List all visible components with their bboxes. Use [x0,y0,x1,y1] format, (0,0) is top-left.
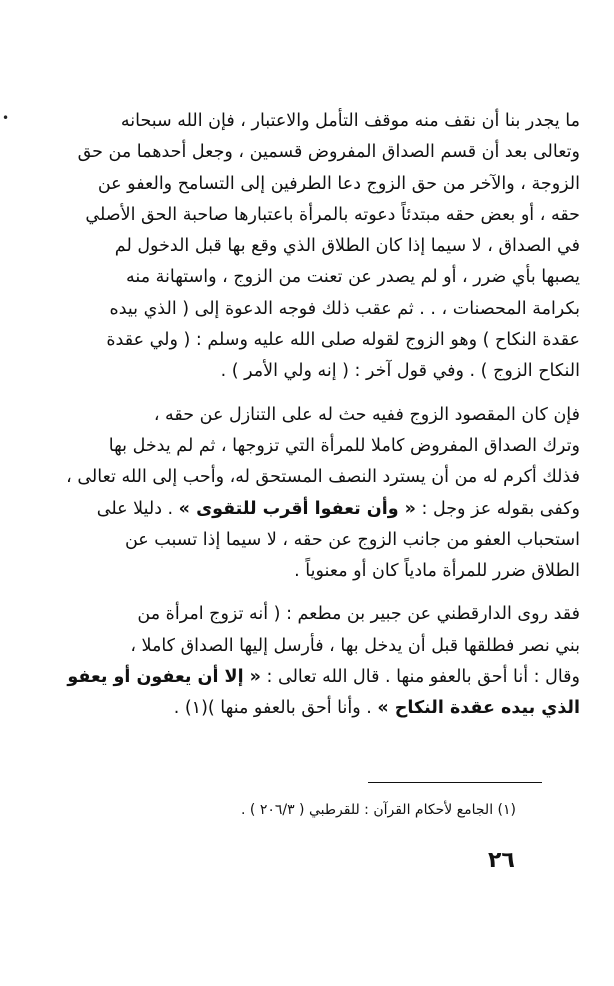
text-run: وقال : أنا أحق بالعفو منها . قال الله تعالى : [260,667,580,688]
text-run: . دليلا على [96,498,179,519]
text-line [38,693,580,724]
text-run: . وأنا أحق بالعفو منها )(١) . [173,698,378,719]
margin-mark: • [2,111,10,125]
text-line: استحباب العفو من جانب الزوج عن حقه ، لا سيما إذا تسبب عن [124,529,580,550]
page-number: ٢٦ [488,848,515,873]
text-line: النكاح الزوج ) . وفي قول آخر : ( إنه ولي الأمر ) . [220,361,580,382]
text-line: الزوجة ، والآخر من حق الزوج دعا الطرفين إلى التسامح والعفو عن [97,173,580,194]
footnote-divider [368,782,542,783]
text-run: وكفى بقوله عز وجل : [415,498,580,519]
text-line: ما يجدر بنا أن نقف منه موقف التأمل والاعتبار ، فإن الله سبحانه [120,111,580,131]
text-line: وترك الصداق المفروض كاملا للمرأة التي تزوجها ، ثم لم يدخل بها [108,435,580,456]
text-line: حقه ، أو بعض حقه مبتدئاً دعوته بالمرأة باعتبارها صاحبة الحق الأصلي [85,204,580,225]
text-line [38,662,580,693]
text-line: في الصداق ، لا سيما إذا كان الطلاق الذي وقع بها قبل الدخول لم [114,236,580,257]
footnote: (١) الجامع لأحكام القرآن : للقرطبي ( ٢٠٦/٣ ) . [241,802,516,818]
text-line: عقدة النكاح ) وهو الزوج لقوله صلى الله عليه وسلم : ( ولي عقدة [106,330,580,351]
quran-quote: « وأن تعفوا أقرب للتقوى » [178,498,416,519]
paragraph-1 [38,106,580,388]
text-line: الطلاق ضرر للمرأة مادياً كان أو معنوياً . [294,561,580,582]
quran-quote: الذي بيده عقدة النكاح » [377,698,580,719]
text-line: فذلك أكرم له من أن يسترد النصف المستحق له، وأحب إلى الله تعالى ، [66,467,580,488]
text-line: فإن كان المقصود الزوج ففيه حث له على التنازل عن حقه ، [153,404,580,425]
text-line: فقد روى الدارقطني عن جبير بن مطعم : ( أنه تزوج امرأة من [137,604,580,625]
paragraph-3 [38,599,580,724]
text-line: وتعالى بعد أن قسم الصداق المفروض قسمين ، وجعل أحدهما من حق [77,142,580,163]
text-line: بني نصر فطلقها قبل أن يدخل بها ، فأرسل إليها الصداق كاملا ، [130,635,580,656]
quran-quote: « إلا أن يعفون أو يعفو [67,667,261,688]
text-line [38,494,580,525]
paragraph-2 [38,400,580,588]
main-text [38,106,580,725]
text-line: بكرامة المحصنات ، . . ثم عقب ذلك فوجه الدعوة إلى ( الذي بيده [109,298,580,319]
text-line: يصبها بأي ضرر ، أو لم يصدر عن تعنت من الزوج ، واستهانة منه [126,267,580,288]
